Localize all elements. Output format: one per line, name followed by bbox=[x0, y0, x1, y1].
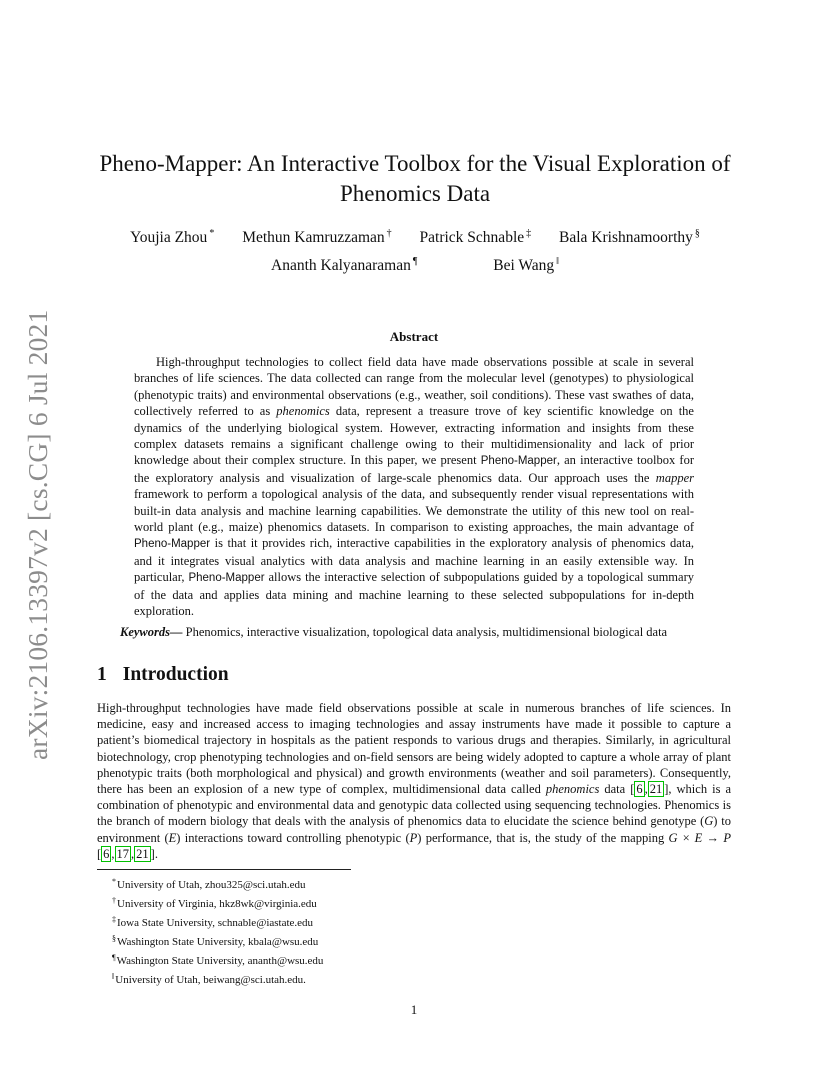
math-symbol: P bbox=[409, 830, 418, 845]
footnote-text: Washington State University, ananth@wsu.edu bbox=[116, 955, 324, 968]
section-heading bbox=[97, 664, 229, 686]
author-mark: ‡ bbox=[526, 228, 532, 239]
author-mark: † bbox=[386, 228, 392, 239]
author-mark: § bbox=[694, 228, 700, 239]
author-list-row-2 bbox=[95, 256, 735, 275]
citation-link[interactable]: 6 bbox=[103, 846, 110, 861]
author-name: Ananth Kalyanaraman bbox=[271, 257, 411, 274]
footnote bbox=[112, 874, 323, 893]
intro-text: ) performance, that is, the study of the mapping bbox=[417, 830, 669, 845]
author-name: Bala Krishnamoorthy bbox=[559, 229, 693, 246]
keywords-text: Phenomics, interactive visualization, topological data analysis, multidimensional biological data bbox=[182, 625, 668, 639]
author bbox=[242, 228, 391, 247]
footnote-mark: ‖ bbox=[112, 972, 115, 982]
footnote-text: University of Utah, beiwang@sci.utah.edu. bbox=[115, 974, 306, 987]
footnote bbox=[112, 893, 323, 912]
page-number: 1 bbox=[410, 1002, 418, 1017]
intro-emphasis: phenomics bbox=[545, 782, 600, 797]
footnote-text: University of Utah, zhou325@sci.utah.edu bbox=[117, 879, 306, 891]
intro-text: ], which is a combination of phenotypic and environmental data and genotypic data collected using sequencing technologies. Phenomics is the branch of modern biology that deals with the analysis of phenomics data to elucidate the science behind genotype ( bbox=[97, 782, 731, 829]
abstract-heading: Abstract bbox=[389, 329, 439, 344]
citation-link[interactable]: 21 bbox=[649, 782, 663, 797]
author-name: Methun Kamruzzaman bbox=[242, 229, 385, 246]
footnote-text: Iowa State University, schnable@iastate.edu bbox=[117, 917, 314, 930]
footnote-text: Washington State University, kbala@wsu.edu bbox=[117, 936, 319, 949]
arxiv-watermark bbox=[14, 305, 62, 760]
section-number: 1 bbox=[97, 664, 107, 685]
intro-text: . bbox=[154, 846, 158, 861]
tool-name: Pheno-Mapper bbox=[188, 572, 265, 585]
author bbox=[130, 228, 214, 247]
footnote-mark: § bbox=[112, 934, 116, 944]
tool-name: Pheno-Mapper bbox=[134, 538, 211, 551]
footnote bbox=[112, 931, 323, 950]
author bbox=[271, 256, 417, 275]
intro-paragraph: High-throughput technologies have made field observations possible at scale in numerous branches of life sciences. In medicine, easy and increased access to imaging technologies and assay instruments have made it possible to capture a patient’s biomedical trajectory in hospitals as the patient responds to various drugs and therapies. Similarly, in agricultural biotechnology, crop phenotyping technologies and on-field sensors are being widely adopted to capture a whole array of plant phenotypic traits (both morphological and physical) and growth environments (weather and soil parameters). Consequently, there has been an explosion of a new type of complex, multidimensional data called phenomics data [ 6 , 21 ], which is a combination of phenotypic and environmental data and genotypic data collected using sequencing technologies. Phenomics is the branch of modern biology that deals with the analysis of phenomics data to elucidate the science behind genotype (G) to environment (E) interactions toward controlling phenotypic (P) performance, that is, the study of the mapping G × E → P [ 6 , 17 , 21 ]. bbox=[97, 701, 732, 861]
abstract-text: is that it provides rich, interactive capabilities in the exploratory analysis of phenomics data, and it integrates visual analytics with data analysis and machine learning in an easily extensible way. In particular, bbox=[134, 536, 694, 585]
abstract-body bbox=[134, 354, 694, 620]
abstract-emphasis: phenomics bbox=[276, 404, 330, 419]
author-name: Bei Wang bbox=[493, 257, 555, 274]
arxiv-watermark-text: arXiv:2106.13397v2 [cs.CG] 6 Jul 2021 bbox=[22, 309, 53, 760]
abstract-text: framework to perform a topological analysis of the data, and subsequently render visual representations with built-in data analysis and machine learning capabilities. We demonstrate the utility of this new tool on real-world plant (e.g., maize) phenomics datasets. In comparison to existing approaches, the main advantage of bbox=[134, 487, 694, 535]
footnote bbox=[112, 969, 323, 988]
tool-name: Pheno-Mapper bbox=[480, 455, 557, 468]
abstract-emphasis: mapper bbox=[655, 470, 694, 485]
intro-text: data [ bbox=[599, 782, 635, 797]
author-mark: ‖ bbox=[556, 256, 559, 267]
author-mark: * bbox=[209, 228, 215, 239]
math-symbol: E bbox=[168, 830, 177, 845]
intro-text: High-throughput technologies have made field observations possible at scale in numerous branches of life sciences. In medicine, easy and increased access to imaging technologies and assay instruments have made it possible to capture a patient’s biomedical trajectory in hospitals as the patient responds to various drugs and therapies. Similarly, in agricultural biotechnology, crop phenotyping technologies and on-field sensors are being widely adopted to capture a whole array of plant phenotypic traits (both morphological and physical) and growth environments (weather and soil parameters). Consequently, there has been an explosion of a new type of complex, multidimensional data called bbox=[97, 701, 731, 797]
math-expression: G × E → P bbox=[668, 830, 732, 845]
keywords bbox=[120, 625, 720, 640]
footnote bbox=[112, 912, 323, 931]
author-mark: ¶ bbox=[412, 256, 418, 267]
intro-text: ) interactions toward controlling phenotypic ( bbox=[176, 830, 410, 845]
abstract-text: allows the interactive selection of subpopulations guided by a topological summary of the data and applies data mining and machine learning to these selected subpopulations for in-depth exploration. bbox=[134, 570, 694, 619]
intro-text: ) to environment ( bbox=[97, 814, 731, 845]
abstract-text: High-throughput technologies to collect field data have made observations possible at scale in several branches of life sciences. The data collected can range from the molecular level (genotypes) to physiological (phenotypic traits) and environmental observations (e.g., weather, soil conditions). These vast swathes of data, collectively referred to as bbox=[134, 355, 694, 419]
footnote-mark: * bbox=[112, 877, 116, 886]
footnote-text: University of Virginia, hkz8wk@virginia.edu bbox=[117, 898, 317, 911]
footnote-mark: ‡ bbox=[112, 915, 116, 925]
math-symbol: G bbox=[704, 814, 714, 829]
abstract-text: , an interactive toolbox for the exploratory analysis and visualization of large-scale phenomics data. Our approach uses the bbox=[134, 453, 694, 485]
author-name: Youjia Zhou bbox=[130, 229, 208, 246]
author bbox=[493, 256, 559, 275]
footnote bbox=[112, 950, 323, 969]
author-list-row-1 bbox=[95, 228, 735, 247]
footnote-mark: † bbox=[112, 896, 116, 906]
citation-link[interactable]: 17 bbox=[116, 846, 130, 861]
abstract-text: data, represent a treasure trove of key scientific knowledge on the dynamics of the underlying biological system. However, extracting information and insights from these complex datasets remains a significant challenge owing to their multidimensionality and lack of prior knowledge about their complex structure. In this paper, we present bbox=[134, 404, 694, 468]
footnote-rule bbox=[97, 869, 351, 870]
author bbox=[559, 228, 700, 247]
section-title: Introduction bbox=[122, 664, 229, 685]
citation-link[interactable]: 21 bbox=[136, 846, 149, 861]
author bbox=[420, 228, 532, 247]
footnotes bbox=[112, 874, 323, 989]
paper-title: Pheno-Mapper: An Interactive Toolbox for the Visual Exploration of Phenomics Data bbox=[99, 151, 731, 206]
author-name: Patrick Schnable bbox=[419, 229, 525, 246]
keywords-label: Keywords— bbox=[120, 625, 183, 639]
footnote-mark: ¶ bbox=[112, 953, 116, 963]
citation-link[interactable]: 6 bbox=[636, 782, 643, 797]
